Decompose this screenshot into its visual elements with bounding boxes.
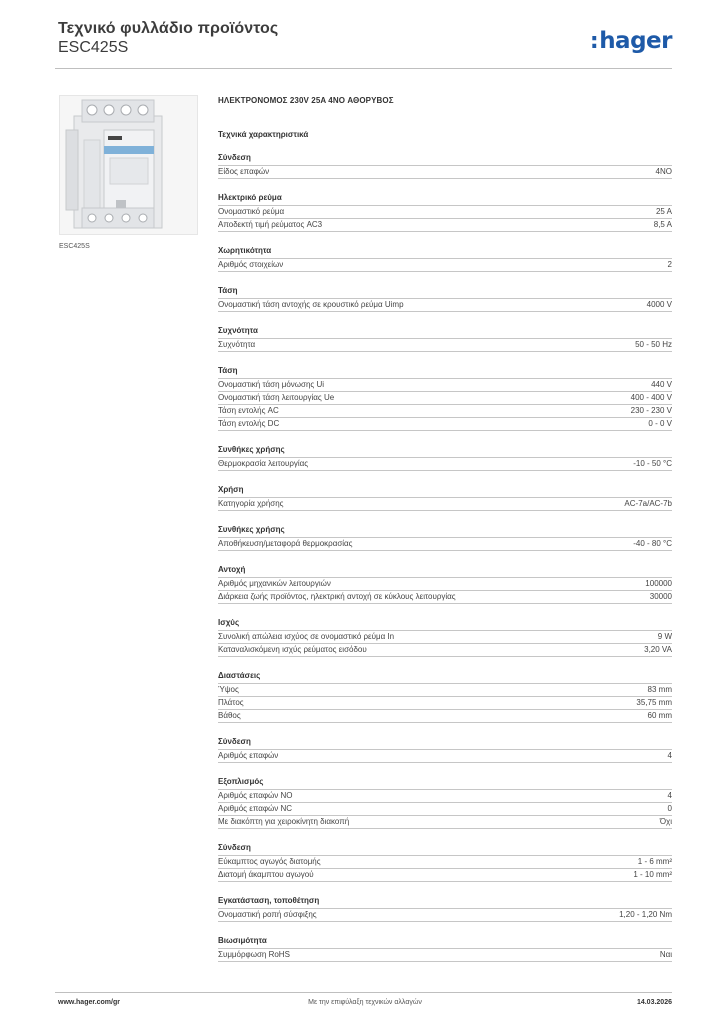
spec-value: 400 - 400 V <box>630 393 672 402</box>
spec-row <box>218 802 672 815</box>
spec-rows <box>218 537 672 551</box>
logo-text: hager <box>599 28 672 54</box>
spec-group-title: Διαστάσεις <box>218 671 261 680</box>
spec-row <box>218 165 672 179</box>
spec-label: Αποθήκευση/μεταφορά θερμοκρασίας <box>218 539 353 548</box>
footer-website[interactable]: www.hager.com/gr <box>58 999 120 1006</box>
spec-label: Καταναλισκόμενη ισχύς ρεύματος εισόδου <box>218 645 367 654</box>
spec-group-title: Τάση <box>218 366 238 375</box>
spec-group-title: Σύνδεση <box>218 737 251 746</box>
spec-group-title: Χωρητικότητα <box>218 246 272 255</box>
spec-group <box>218 325 672 352</box>
spec-row <box>218 378 672 391</box>
spec-row <box>218 789 672 802</box>
spec-label: Είδος επαφών <box>218 167 270 176</box>
spec-value: Ναι <box>659 950 672 959</box>
spec-value: 100000 <box>645 579 672 588</box>
spec-value: 440 V <box>651 380 672 389</box>
spec-label: Ονομαστική τάση λειτουργίας Ue <box>218 393 335 402</box>
hager-logo <box>590 28 672 54</box>
spec-row <box>218 205 672 218</box>
spec-row <box>218 855 672 868</box>
spec-group <box>218 285 672 312</box>
spec-rows <box>218 577 672 604</box>
spec-row <box>218 908 672 922</box>
spec-value: 0 - 0 V <box>648 419 672 428</box>
spec-label: Συμμόρφωση RoHS <box>218 950 290 959</box>
spec-rows <box>218 338 672 352</box>
spec-group <box>218 564 672 604</box>
spec-value: 4000 V <box>646 300 672 309</box>
spec-rows <box>218 749 672 763</box>
spec-rows <box>218 630 672 657</box>
spec-rows <box>218 298 672 312</box>
spec-row <box>218 391 672 404</box>
spec-rows <box>218 908 672 922</box>
spec-value: Όχι <box>659 817 672 826</box>
spec-rows <box>218 457 672 471</box>
spec-value: 230 - 230 V <box>630 406 672 415</box>
spec-label: Αριθμός μηχανικών λειτουργιών <box>218 579 331 588</box>
spec-label: Συχνότητα <box>218 340 256 349</box>
spec-group-title: Σύνδεση <box>218 843 251 852</box>
logo-dots-icon: : <box>589 29 599 54</box>
spec-group <box>218 152 672 179</box>
spec-group-title: Ηλεκτρικό ρεύμα <box>218 193 282 202</box>
spec-row <box>218 709 672 723</box>
spec-rows <box>218 948 672 962</box>
spec-label: Πλάτος <box>218 698 244 707</box>
specifications <box>218 96 672 975</box>
spec-group-title: Εξοπλισμός <box>218 777 264 786</box>
spec-row <box>218 683 672 696</box>
spec-label: Ονομαστικό ρεύμα <box>218 207 285 216</box>
spec-value: AC-7a/AC-7b <box>624 499 672 508</box>
product-image <box>59 95 198 235</box>
spec-group-title: Συνθήκες χρήσης <box>218 525 285 534</box>
spec-label: Εύκαμπτος αγωγός διατομής <box>218 857 321 866</box>
spec-label: Ύψος <box>218 685 239 694</box>
spec-row <box>218 868 672 882</box>
contactor-icon <box>60 96 197 234</box>
spec-value: 2 <box>667 260 672 269</box>
spec-label: Τάση εντολής DC <box>218 419 280 428</box>
spec-label: Τάση εντολής AC <box>218 406 279 415</box>
spec-rows <box>218 258 672 272</box>
spec-label: Αριθμός επαφών <box>218 751 279 760</box>
spec-group <box>218 524 672 551</box>
spec-value: 30000 <box>649 592 672 601</box>
spec-row <box>218 643 672 657</box>
spec-rows <box>218 205 672 232</box>
spec-label: Με διακόπτη για χειροκίνητη διακοπή <box>218 817 350 826</box>
spec-rows <box>218 378 672 431</box>
spec-row <box>218 457 672 471</box>
spec-group-title: Τάση <box>218 286 238 295</box>
header-divider <box>55 68 672 69</box>
spec-row <box>218 497 672 511</box>
spec-group <box>218 192 672 232</box>
spec-value: 25 A <box>655 207 672 216</box>
spec-row <box>218 404 672 417</box>
spec-heading: Τεχνικά χαρακτηριστικά <box>218 130 309 139</box>
spec-value: 4 <box>667 751 672 760</box>
spec-group-title: Βιωσιμότητα <box>218 936 267 945</box>
footer-disclaimer: Με την επιφύλαξη τεχνικών αλλαγών <box>308 999 422 1006</box>
spec-group-title: Συχνότητα <box>218 326 258 335</box>
spec-label: Ονομαστική τάση μόνωσης Ui <box>218 380 325 389</box>
footer-date: 14.03.2026 <box>636 999 672 1006</box>
spec-row <box>218 218 672 232</box>
footer-divider <box>55 992 672 993</box>
spec-group <box>218 736 672 763</box>
spec-row <box>218 577 672 590</box>
spec-rows <box>218 165 672 179</box>
spec-label: Συνολική απώλεια ισχύος σε ονομαστικό ρεύμα In <box>218 632 395 641</box>
image-caption: ESC425S <box>59 243 90 250</box>
spec-label: Διατομή άκαμπτου αγωγού <box>218 870 314 879</box>
spec-label: Ονομαστική ροπή σύσφιξης <box>218 910 317 919</box>
spec-value: 4NO <box>655 167 672 176</box>
spec-row <box>218 417 672 431</box>
spec-rows <box>218 683 672 723</box>
spec-row <box>218 948 672 962</box>
spec-value: 83 mm <box>647 685 672 694</box>
spec-rows <box>218 789 672 829</box>
spec-group <box>218 365 672 431</box>
product-code: ESC425S <box>58 39 129 56</box>
spec-value: 4 <box>667 791 672 800</box>
spec-value: 1 - 6 mm² <box>637 857 672 866</box>
spec-value: 3,20 VA <box>644 645 672 654</box>
spec-label: Βάθος <box>218 711 241 720</box>
spec-label: Αριθμός επαφών NC <box>218 804 293 813</box>
spec-row <box>218 749 672 763</box>
spec-value: 1 - 10 mm² <box>633 870 672 879</box>
spec-group-title: Χρήση <box>218 485 244 494</box>
spec-group-title: Εγκατάσταση, τοποθέτηση <box>218 896 320 905</box>
spec-group <box>218 895 672 922</box>
spec-group-title: Ισχύς <box>218 618 240 627</box>
document-title: Τεχνικό φυλλάδιο προϊόντος <box>58 20 279 37</box>
spec-label: Θερμοκρασία λειτουργίας <box>218 459 309 468</box>
spec-row <box>218 338 672 352</box>
spec-row <box>218 630 672 643</box>
spec-group-title: Συνθήκες χρήσης <box>218 445 285 454</box>
product-title: ΗΛΕΚΤΡΟΝΟΜΟΣ 230V 25A 4NO ΑΘΟΡΥΒΟΣ <box>218 96 394 105</box>
spec-label: Αριθμός στοιχείων <box>218 260 284 269</box>
spec-value: -10 - 50 °C <box>633 459 672 468</box>
spec-value: 9 W <box>657 632 672 641</box>
spec-group <box>218 617 672 657</box>
spec-group <box>218 776 672 829</box>
spec-label: Ονομαστική τάση αντοχής σε κρουστικό ρεύμα Uimp <box>218 300 404 309</box>
spec-value: 60 mm <box>647 711 672 720</box>
document-header <box>58 20 278 57</box>
spec-group-title: Αντοχή <box>218 565 246 574</box>
spec-value: 0 <box>667 804 672 813</box>
spec-label: Διάρκεια ζωής προϊόντος, ηλεκτρική αντοχή σε κύκλους λειτουργίας <box>218 592 456 601</box>
spec-label: Αποδεκτή τιμή ρεύματος AC3 <box>218 220 323 229</box>
spec-label: Κατηγορία χρήσης <box>218 499 284 508</box>
spec-value: 1,20 - 1,20 Nm <box>619 910 672 919</box>
spec-groups <box>218 152 672 962</box>
spec-group <box>218 245 672 272</box>
spec-row <box>218 696 672 709</box>
spec-group <box>218 935 672 962</box>
spec-value: 50 - 50 Hz <box>635 340 672 349</box>
spec-row <box>218 815 672 829</box>
spec-group <box>218 444 672 471</box>
spec-group <box>218 484 672 511</box>
spec-rows <box>218 497 672 511</box>
spec-row <box>218 298 672 312</box>
spec-rows <box>218 855 672 882</box>
spec-value: -40 - 80 °C <box>633 539 672 548</box>
spec-label: Αριθμός επαφών NO <box>218 791 293 800</box>
spec-row <box>218 590 672 604</box>
spec-group-title: Σύνδεση <box>218 153 251 162</box>
spec-value: 35,75 mm <box>636 698 672 707</box>
spec-row <box>218 537 672 551</box>
spec-group <box>218 842 672 882</box>
spec-value: 8,5 A <box>653 220 672 229</box>
spec-row <box>218 258 672 272</box>
spec-group <box>218 670 672 723</box>
